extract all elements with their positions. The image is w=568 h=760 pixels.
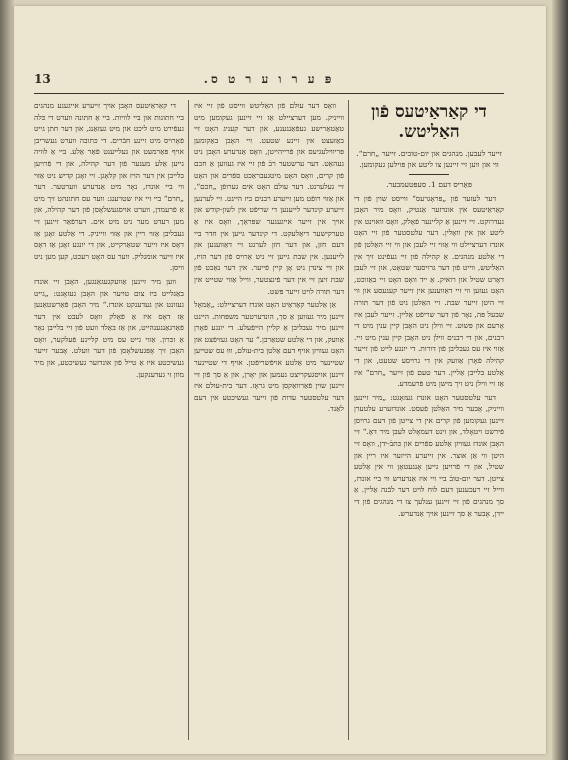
column-right <box>354 100 504 740</box>
page-header <box>34 72 504 90</box>
column-left <box>34 100 184 740</box>
paragraph: דער לעזער פֿון „פּראָגרעס“ ווייסט שוין פֿון די קאַראַיטעס אין אונדזער אַנטיק, וואָס מיר האָבן געדרוקט. זיי זיינען אַ קליינער פֿאָלק, וואָס וואוינט אין ליטע און אין וואָלין. דער עלטסטער פֿון זיי האָט אונדז דערציילט ווי אַזוי זיי לעבן און ווי זיי האַלטן פֿון די אַלטע מנהגים. אַ קהילה פֿון זיי געפֿינט זיך אין האַליטש, ווייט פֿון דער גרויסער שטאָט, און זיי לעבן דאָרט שטיל און רואיק. אַ ייד וואָס האָט זיי באַזוכט, האָט געזען ווי זיי דאַווענען אין זייער קענעסע און ווי זיי היטן זייער שבת. זיי האַלטן ניט פֿון דער תּורה שבעל פּה, נאָר פֿון דער שריפֿט אַליין. זייער לעבן איז אָרעם און פּשוט. זיי ווילן ניט האָבן קיין ענין מיט די רבנים, און די רבנים ווילן ניט האָבן קיין ענין מיט זיי. אַזוי איז עס געבליבן פֿון דורות. די יונגע לייט פֿון זייער קהילה פֿאָרן אַוועק אין די גרויסע שטעט, און די אַלטע בלייבן אַליין. דער טעם פֿון זייער „חרם“ איז אַז זיי ווילן ניט זיך מישן מיט פֿרעמדע. <box>354 193 504 389</box>
text-columns <box>34 100 504 740</box>
paragraph: דער עלטסטער האָט אונדז געזאָגט: „מיר זיינען ווייניק, אָבער מיר האַלטן פֿעסט. אונדזערע עלטערן זיינען געקומען פֿון קרים אין די צייטן פֿון דעם גרויסן פֿירשט ויטאָלד, און זינט דעמאָלט לעבן מיר דאָ.“ זיי האָבן אונדז געוויזן אַלטע ספֿרים און כּתבֿ-ידן, וואָס זיי היטן ווי אַן אוצר. אין זייערע הייזער איז ריין און שטיל, און די פֿרויען גייען אָנגעטאָן ווי אין אַלטע צייטן. דער יום-טובֿ ביי זיי איז אַנדערש ווי ביי אונדז, ווייל זיי רעכענען דעם לוח לויט דער לבֿנה אַליין. אַ סך מנהגים פֿון זיי זיינען ענלעך צו די מנהגים פֿון די יידן, אָבער אַ סך זיינען אויך אַנדערש. <box>354 392 504 518</box>
article-title: די קאַראַיטעס פֿון האַליטש. <box>371 102 487 142</box>
column-divider <box>188 100 189 740</box>
running-title: פּ ע ר ו ע ר ט ס. <box>203 72 335 86</box>
page-number: 13 <box>34 72 51 86</box>
title-rule <box>409 174 449 175</box>
paragraph: ווען מיר זיינען אַוועקגעגאַנגען, האָבן זיי אונדז באַגלייט ביז צום טויער און האָבן געזאָגט: „גייט געזונט און געדענקט אונדז.“ מיר האָבן פֿאַרשטאַנען אַז דאָס איז אַ פֿאָלק וואָס לעבט אין דער פֿאַרגאַנגענהייט, און אַז באַלד וועט פֿון זיי בלייבן נאָר אַ זכּרון. אַזוי גייט עס מיט קליינע פֿעלקער, וואָס האָבן זיך אָפּגעשלאָסן פֿון דער וועלט. אָבער זייער געשיכטע איז אַ טייל פֿון אונדזער געשיכטע, און מיר מוזן זי געדענקען. <box>34 276 184 379</box>
header-rule <box>34 93 504 94</box>
paragraph: וואָס דער עולם פֿון האַליטש ווייסט פֿון זיי איז ווייניק. מען דערציילט אַז זיי זיינען געקומען מיט טאַטאַרישע געפֿאַנגענע, און דער קעניג האָט זיי באַזעצט אין זיינע שטעט. זיי האָבן באַקומען פּריווילעגיעס און פֿרייהייטן, וואָס אַנדערע האָבן ניט געהאַט. דער ערשטער רבֿ פֿון זיי איז געווען אַ חכם פֿון קרים, וואָס האָט מיטגעבראַכט ספֿרים און האָט זיי געלערנט. דער עולם האָט אים גערופֿן „חכם“, און אַזוי רופֿט מען זייערע רבנים ביז היינט. זיי לערנען זייערע קינדער לייענען די שריפֿט אין לשון-קודש און אויך אין זייער אייגענער שפּראַך, וואָס איז אַ טערקישער דיאַלעקט. די קינדער גייען אין חדר ביי דעם חזן, און דער חזן לערנט זיי דאַווענען און לייענען. אין שבת גייען זיי ניט אַרויס פֿון דער הויז, און זיי צינדן ניט אָן קיין פֿייער. אין דער נאַכט פֿון שבת זיצן זיי אין דער פֿינצטער, ווייל אַזוי שטייט אין דער תּורה לויט זייער פּשט. <box>194 101 344 296</box>
article-dateline: פּאַריס דעם 1. סעפּטעמבער. <box>386 180 472 189</box>
book-gutter-shadow <box>0 0 14 760</box>
column-middle <box>194 100 344 740</box>
article-subtitle: זייער לעבען. מנהגים און יום-טובים. זייער „חרם“. ווי און ווען זיי זיינען צו ליטע און פּוילען געקומען. <box>356 149 502 169</box>
paragraph: אַן אַלטער קאַראַיט האָט אונדז דערציילט: „אַמאָל זיינען מיר געווען אַ סך, הונדערטער משפּחות. היינט זיינען מיר געבליבן אַ קליין הייפֿעלע. די יונגע פֿאָרן אַוועק, און די אַלטע שטאַרבן.“ ער האָט געזיפֿצט און האָט געוויזן אויף דעם אַלטן בית-עולם, וווּ עס שטייען שטיינער מיט אַלטע אויפֿשריפֿטן. אויף די שטיינער זיינען אויסגעקריצט נעמען און יאָרן, און אַ סך פֿון זיי זיינען שוין פֿאַרוואַקסן מיט גראָז. דער בית-עולם איז דער עלטסטער עדות פֿון זייער געשיכטע אין דעם לאַנד. <box>194 300 344 414</box>
paragraph: די קאַראַיטעס האָבן אויך זייערע אייגענע מנהגים ביי חתונות און ביי לוויות. ביי אַ חתונה ווערט די כּלה געפֿירט מיט ליכט און מיט געזאַנג, און דער חתן גייט פֿאָרויס מיט זיינע חבֿרים. די כּתובה ווערט געשריבן אויף פּאַרמעט און געלייענט פֿאַר אַלע. ביי אַ לוויה גייען אַלע מענער פֿון דער קהילה, און די פֿרויען בלייבן אין דער הויז און קלאָגן. זיי זאָגן קדיש ניט אַזוי ווי ביי אונדז, נאָר מיט אַנדערע ווערטער. דער „חרם“ ביי זיי איז שטרענג: ווער עס חתונהט זיך מיט אַ פֿרעמדן, ווערט אויסגעשלאָסן פֿון דער קהילה, און מען רעדט מער ניט מיט אים. דערפֿאַר זיינען זיי געבליבן אַזוי ריין און אַזוי ווייניק. די אַלטע זאָגן אַז דאָס איז זייער שטאַרקייט, און די יונגע זאָגן אַז דאָס איז זייער אומגליק. ווער עס האָט רעכט, קען מען ניט וויסן. <box>34 101 184 273</box>
column-divider <box>348 100 349 740</box>
page-edge-shadow <box>552 0 568 760</box>
